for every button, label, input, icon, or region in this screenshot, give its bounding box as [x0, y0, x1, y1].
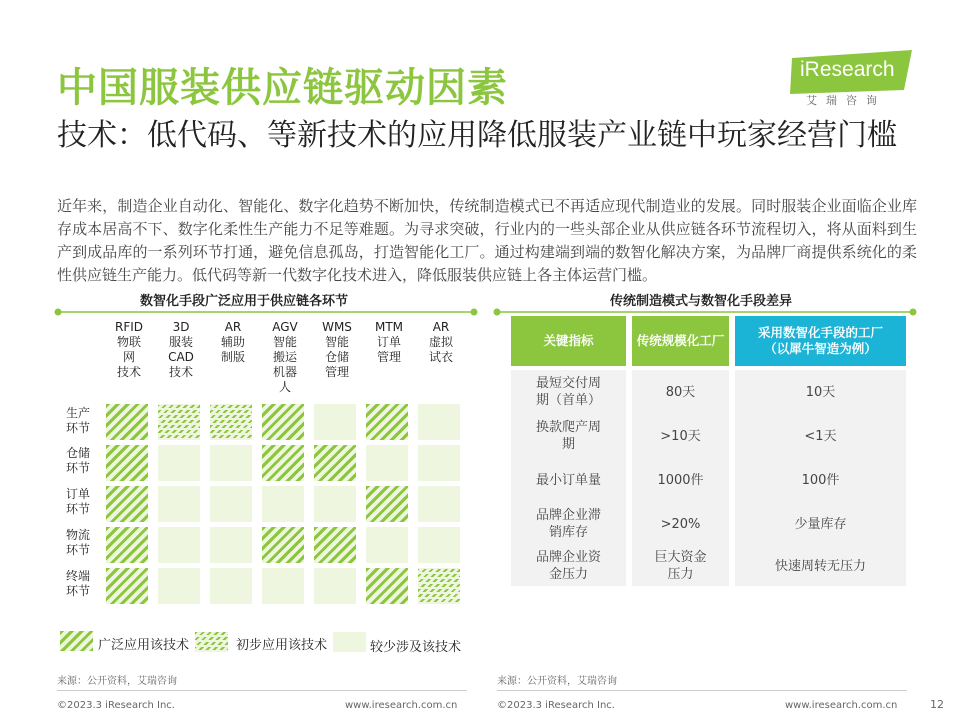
matrix-cell: [314, 527, 356, 563]
matrix-cell: [366, 568, 408, 604]
table-header-traditional: 传统规模化工厂: [632, 316, 729, 366]
table-cell: >20%: [632, 502, 729, 546]
matrix-cell: [210, 404, 252, 440]
matrix-cell: [158, 445, 200, 481]
row-header: 终端 环节: [66, 569, 91, 598]
column-header: AGV 智能 搬运 机器 人: [272, 320, 298, 394]
page-title: 中国服装供应链驱动因素: [57, 65, 508, 111]
table-cell: 80天: [632, 370, 729, 414]
table-cell: 品牌企业资金压力: [511, 546, 626, 586]
matrix-cell: [262, 404, 304, 440]
matrix-cell: [106, 486, 148, 522]
legend-swatch-rare: [333, 632, 366, 652]
matrix-cell: [314, 486, 356, 522]
table-cell: 100件: [735, 458, 906, 502]
matrix-cell: [262, 486, 304, 522]
matrix-cell: [418, 527, 460, 563]
matrix-cell: [106, 527, 148, 563]
matrix-cell: [418, 445, 460, 481]
table-cell: 最小订单量: [511, 458, 626, 502]
table-header-indicator: 关键指标: [511, 316, 626, 366]
row-header: 订单 环节: [66, 487, 91, 516]
right-table-title: 传统制造模式与数智化手段差异: [610, 294, 793, 309]
page-subtitle: 技术：低代码、等新技术的应用降低服装产业链中玩家经营门槛: [57, 118, 897, 153]
column-header: WMS 智能 仓储 管理: [322, 320, 352, 379]
column-header: MTM 订单 管理: [374, 320, 404, 364]
table-cell: 品牌企业滞销库存: [511, 502, 626, 546]
left-chart-title: 数智化手段广泛应用于供应链各环节: [140, 294, 349, 309]
column-header: 3D 服装 CAD 技术: [168, 320, 194, 379]
source-left: 来源：公开资料，艾瑞咨询: [57, 676, 177, 687]
column-header: RFID 物联 网 技术: [114, 320, 144, 379]
row-header: 物流 环节: [66, 528, 91, 557]
matrix-cell: [158, 404, 200, 440]
matrix-cell: [210, 445, 252, 481]
matrix-cell: [366, 527, 408, 563]
footer-url-left[interactable]: www.iresearch.com.cn: [345, 700, 458, 711]
legend-label-wide: 广泛应用该技术: [98, 638, 190, 653]
page-number: 12: [930, 698, 944, 711]
matrix-cell: [314, 404, 356, 440]
matrix-cell: [366, 404, 408, 440]
column-headers: [105, 320, 469, 400]
footer-divider-right: [497, 690, 907, 691]
table-body: [511, 370, 906, 606]
table-cell: 换款爬产周期: [511, 414, 626, 458]
matrix-cell: [158, 568, 200, 604]
matrix: [66, 404, 476, 614]
legend-swatch-initial: [195, 632, 228, 652]
table-cell: 最短交付周期（首单）: [511, 370, 626, 414]
matrix-cell: [366, 486, 408, 522]
matrix-cell: [106, 404, 148, 440]
column-header: AR 辅助 制版: [220, 320, 245, 364]
footer-url-right[interactable]: www.iresearch.com.cn: [785, 700, 898, 711]
matrix-cell: [418, 486, 460, 522]
table-cell: 少量库存: [735, 502, 906, 546]
matrix-cell: [106, 568, 148, 604]
table-cell: 巨大资金压力: [632, 546, 729, 586]
matrix-cell: [210, 486, 252, 522]
matrix-cell: [262, 568, 304, 604]
matrix-cell: [314, 568, 356, 604]
table-cell: >10天: [632, 414, 729, 458]
matrix-cell: [210, 568, 252, 604]
matrix-cell: [418, 568, 460, 604]
footer-copyright-left: ©2023.3 iResearch Inc.: [57, 700, 175, 711]
table-header-digital: 采用数智化手段的工厂（以犀牛智造为例）: [735, 316, 906, 366]
table-cell: 快速周转无压力: [735, 546, 906, 586]
legend-label-initial: 初步应用该技术: [236, 638, 328, 653]
matrix-cell: [210, 527, 252, 563]
row-header: 生产 环节: [66, 406, 91, 435]
matrix-cell: [366, 445, 408, 481]
left-title-rule: [54, 308, 478, 316]
legend-swatch-wide: [60, 631, 93, 651]
matrix-cell: [314, 445, 356, 481]
row-header: 仓储 环节: [66, 446, 91, 475]
matrix-cell: [158, 527, 200, 563]
intro-paragraph: 近年来，制造企业自动化、智能化、数字化趋势不断加快，传统制造模式已不再适应现代制造业的发展。同时服装企业面临企业库存成本居高不下、数字化柔性生产能力不足等难题。为寻求突破，行业内的一些头部企业从供应链各环节流程切入，将从面料到生产到成品库的一系列环节打通，避免信息孤岛，打造智能化工厂。通过构建端到端的数智化解决方案，为品牌厂商提供系统化的柔性供应链生产能力。低代码等新一代数字化技术进入，降低服装供应链上各主体运营门槛。: [57, 197, 917, 284]
column-header: AR 虚拟 试衣: [428, 320, 453, 364]
source-right: 来源：公开资料，艾瑞咨询: [497, 676, 617, 687]
matrix-cell: [418, 404, 460, 440]
table-cell: 10天: [735, 370, 906, 414]
table-cell: 1000件: [632, 458, 729, 502]
table-cell: <1天: [735, 414, 906, 458]
footer-copyright-right: ©2023.3 iResearch Inc.: [497, 700, 615, 711]
footer-divider-left: [57, 690, 467, 691]
legend-label-rare: 较少涉及该技术: [370, 640, 462, 655]
matrix-cell: [262, 445, 304, 481]
logo-subtext: 艾瑞咨询: [806, 94, 886, 107]
logo-text: iResearch: [800, 58, 895, 81]
matrix-cell: [106, 445, 148, 481]
matrix-cell: [158, 486, 200, 522]
right-title-rule: [493, 308, 917, 316]
matrix-cell: [262, 527, 304, 563]
